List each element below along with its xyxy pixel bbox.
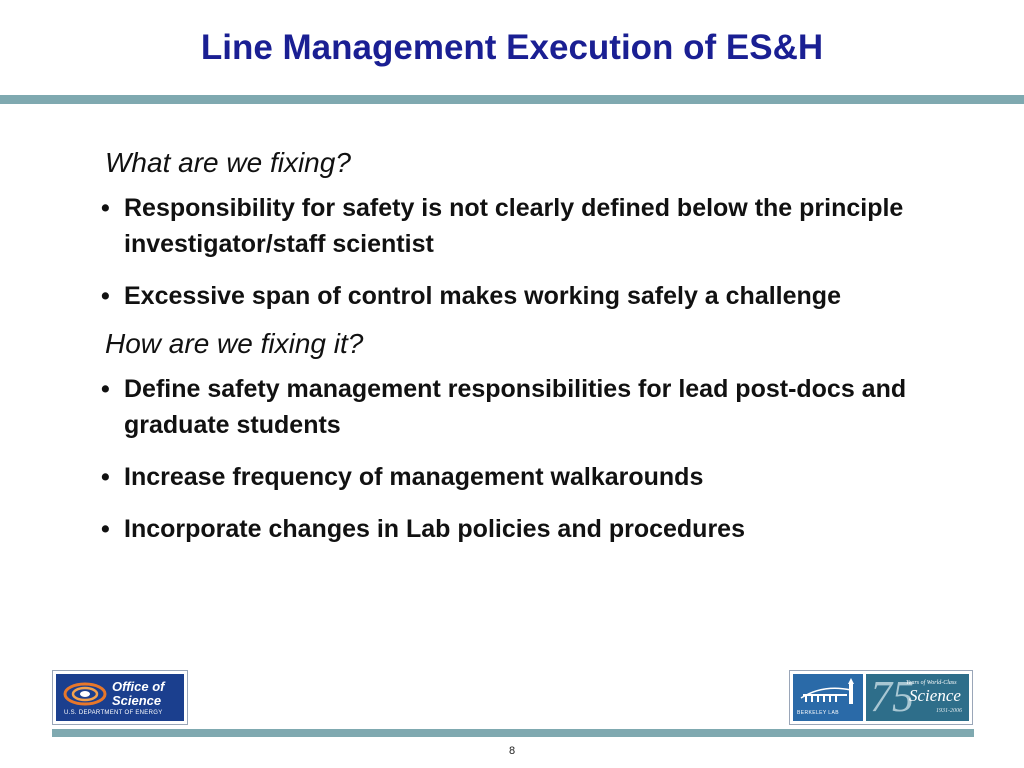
logo-line3: U.S. DEPARTMENT OF ENERGY — [64, 710, 163, 716]
bullet-item — [101, 278, 925, 314]
top-divider — [0, 95, 1024, 104]
office-of-science-logo — [52, 670, 188, 725]
bullet-icon: • — [101, 282, 110, 310]
logo-line1: Office of — [112, 679, 165, 694]
bullet-item — [101, 371, 925, 443]
section-heading-how: How are we fixing it? — [105, 328, 364, 359]
anniversary-logo — [866, 674, 969, 721]
doe-swirl-icon — [62, 681, 108, 707]
anniversary-tagline: Years of World-Class — [906, 680, 957, 686]
bullet-text: Define safety management responsibilities for lead post-docs and graduate students — [124, 375, 907, 439]
bullet-item — [101, 190, 925, 262]
bullet-text: Increase frequency of management walkarounds — [124, 463, 704, 491]
bullet-icon: • — [101, 194, 110, 222]
page-number: 8 — [508, 745, 516, 757]
berkeley-lab-logo — [793, 674, 863, 721]
section-heading-what: What are we fixing? — [105, 147, 351, 178]
berkeley-building-icon — [793, 676, 863, 710]
anniversary-dates: 1931-2006 — [936, 708, 962, 714]
slide-content — [101, 146, 925, 547]
bullet-icon: • — [101, 515, 110, 543]
bullet-text: Incorporate changes in Lab policies and procedures — [124, 515, 745, 543]
bullet-text: Excessive span of control makes working safely a challenge — [124, 282, 841, 310]
slide-title: Line Management Execution of ES&H — [200, 28, 824, 67]
logo-line2: Science — [112, 693, 162, 708]
anniversary-number: 75 — [870, 672, 914, 721]
bullet-icon: • — [101, 463, 110, 491]
berkeley-lab-label: BERKELEY LAB — [797, 710, 839, 716]
berkeley-lab-75-logo — [789, 670, 973, 725]
bullet-text: Responsibility for safety is not clearly defined below the principle investigator/staff scientist — [124, 194, 904, 258]
bullet-item — [101, 511, 925, 547]
bullet-icon: • — [101, 375, 110, 403]
bullet-item — [101, 459, 925, 495]
anniversary-science: Science — [909, 686, 961, 705]
bottom-divider — [52, 729, 974, 737]
